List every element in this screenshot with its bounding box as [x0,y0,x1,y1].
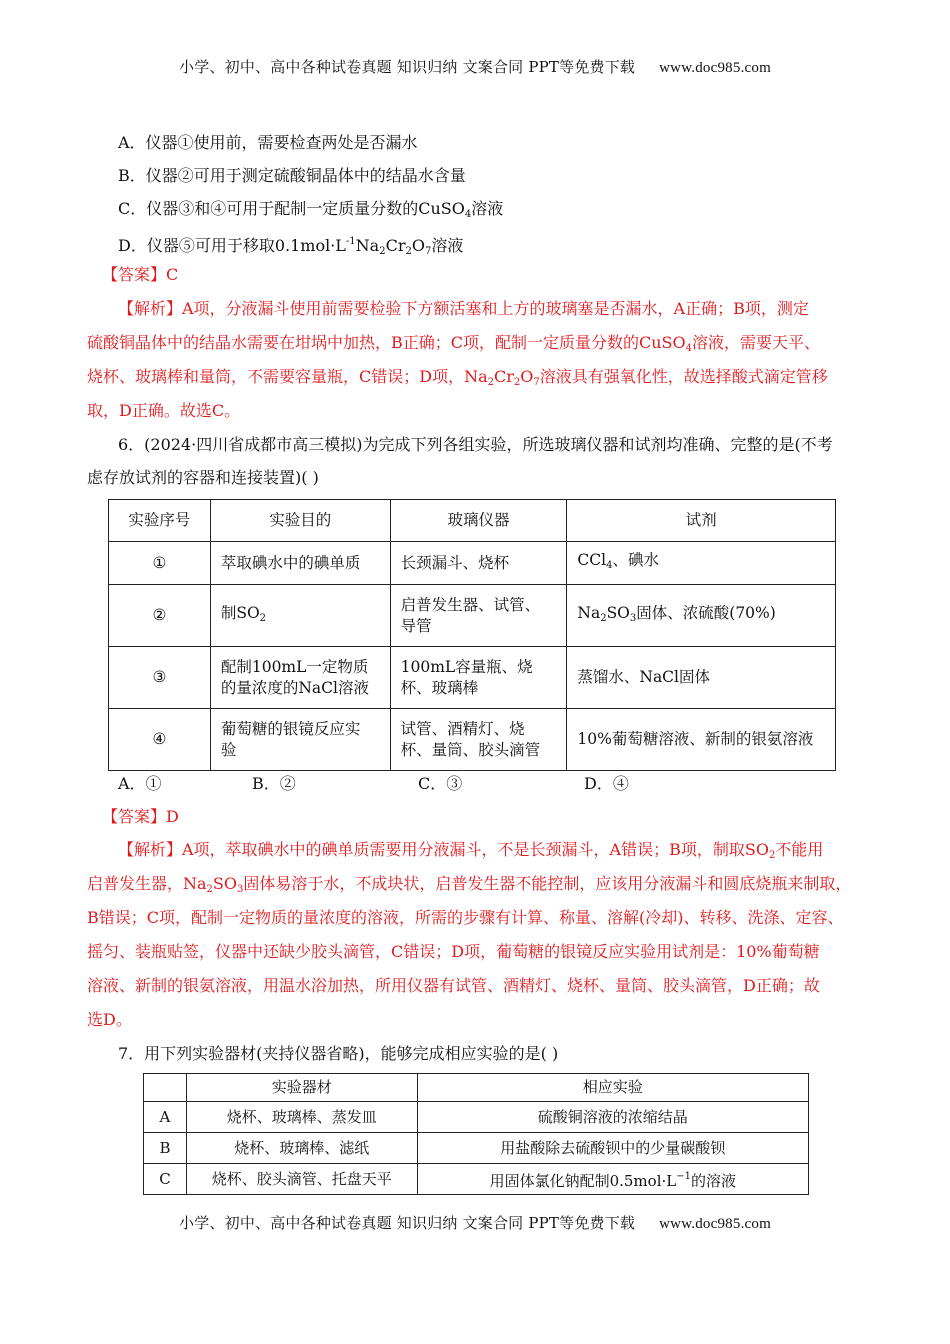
table-cell: 烧杯、玻璃棒、滤纸 [186,1133,417,1164]
table-row [109,500,836,542]
table-cell: 100mL容量瓶、烧 杯、玻璃棒 [390,647,567,709]
q6-explanation-line-5: 溶液、新制的银氨溶液，用温水浴加热，所用仪器有试管、酒精灯、烧杯、量筒、胶头滴管，D正确；故 [87,976,820,995]
table-cell: C [144,1164,187,1195]
table-cell: CCl$_4$、碘水 [567,542,836,585]
table-header-cell: 实验序号 [109,500,211,542]
q7-stem: 7．用下列实验器材(夹持仪器省略)，能够完成相应实验的是( ) [118,1044,559,1063]
table-row [109,542,836,585]
table-cell: 用固体氯化钠配制$0.5mol\cdot L^{-1}$的溶液 [417,1164,808,1195]
table-cell: 制$SO_2$ [210,585,390,647]
q6-option-d: D．④ [584,774,629,793]
table-cell: B [144,1133,187,1164]
table-header-cell: 实验器材 [186,1074,417,1102]
q6-option-a: A．① [118,774,162,793]
table-cell: 长颈漏斗、烧杯 [390,542,567,585]
table-cell: $Na_2SO_3$固体、浓硫酸(70%) [567,585,836,647]
q6-option-b: B．② [252,774,296,793]
q5-explanation-line-1: 【解析】A项，分液漏斗使用前需要检验下方额活塞和上方的玻璃塞是否漏水，A正确；B项，测定 [118,299,809,318]
table-header-cell [144,1074,187,1102]
page-header [0,56,950,77]
table-cell: 硫酸铜溶液的浓缩结晶 [417,1102,808,1133]
header-url[interactable]: www.doc985.com [659,60,771,76]
q5-explanation-line-2: 硫酸铜晶体中的结晶水需要在坩埚中加热，B正确；C项，配制一定质量分数的CuSO$_4$溶液，需要天平、 [87,333,821,354]
table-row [109,647,836,709]
table-row [144,1164,809,1195]
footer-url[interactable]: www.doc985.com [659,1216,771,1232]
table-row [109,585,836,647]
q6-table [108,499,836,771]
table-cell: 试管、酒精灯、烧 杯、量筒、胶头滴管 [390,709,567,771]
table-row [144,1102,809,1133]
table-cell: 用盐酸除去硫酸钡中的少量碳酸钡 [417,1133,808,1164]
table-row [109,709,836,771]
q5-option-b: B．仪器②可用于测定硫酸铜晶体中的结晶水含量 [118,166,466,185]
table-cell: 烧杯、玻璃棒、蒸发皿 [186,1102,417,1133]
q5-option-d: D．仪器⑤可用于移取$0.1mol\cdot L^{-1}Na_2Cr_2O_7$溶液 [118,236,464,257]
table-cell: ① [109,542,211,585]
table-cell: 葡萄糖的银镜反应实 验 [210,709,390,771]
table-cell: 蒸馏水、NaCl固体 [567,647,836,709]
q6-explanation-line-6: 选D。 [87,1010,132,1029]
q6-explanation-line-4: 摇匀、装瓶贴签，仪器中还缺少胶头滴管，C错误；D项，葡萄糖的银镜反应实验用试剂是：10%葡萄糖 [87,942,820,961]
table-cell: 烧杯、胶头滴管、托盘天平 [186,1164,417,1195]
q6-options [0,773,950,795]
q6-explanation-line-3: B错误；C项，配制一定物质的量浓度的溶液，所需的步骤有计算、称量、溶解(冷却)、转移、洗涤、定容、 [87,908,844,927]
q5-answer: 【答案】C [102,265,179,284]
q6-stem-line-2: 虑存放试剂的容器和连接装置)( ) [87,468,319,487]
table-cell: 萃取碘水中的碘单质 [210,542,390,585]
table-cell: ④ [109,709,211,771]
q5-option-c: C．仪器③和④可用于配制一定质量分数的CuSO$_4$溶液 [118,199,504,220]
q5-explanation-line-4: 取，D正确。故选C。 [87,401,241,420]
q5-explanation-line-3: 烧杯、玻璃棒和量筒，不需要容量瓶，C错误；D项，$Na_2Cr_2O_7$溶液具有强氧化性，故选择酸式滴定管移 [87,367,828,388]
q6-stem-line-1: 6．(2024·四川省成都市高三模拟)为完成下列各组实验，所选玻璃仪器和试剂均准确、完整的是(不考 [118,435,833,454]
table-header-cell: 试剂 [567,500,836,542]
table-cell: 启普发生器、试管、 导管 [390,585,567,647]
table-cell: ③ [109,647,211,709]
q6-answer: 【答案】D [102,807,179,826]
table-cell: 配制100mL一定物质 的量浓度的NaCl溶液 [210,647,390,709]
table-cell: ② [109,585,211,647]
q5-option-a: A．仪器①使用前，需要检查两处是否漏水 [118,133,418,152]
table-cell: 10%葡萄糖溶液、新制的银氨溶液 [567,709,836,771]
table-row [144,1133,809,1164]
q6-explanation-line-2: 启普发生器，$Na_2SO_3$固体易溶于水，不成块状，启普发生器不能控制，应该用分液漏斗和圆底烧瓶来制取， [87,874,852,895]
page-footer [0,1212,950,1233]
table-header-cell: 玻璃仪器 [390,500,567,542]
table-header-cell: 相应实验 [417,1074,808,1102]
q6-option-c: C．③ [418,774,463,793]
header-text: 小学、初中、高中各种试卷真题 知识归纳 文案合同 PPT等免费下载 [179,58,636,76]
table-cell: A [144,1102,187,1133]
footer-text: 小学、初中、高中各种试卷真题 知识归纳 文案合同 PPT等免费下载 [179,1214,636,1232]
table-header-cell: 实验目的 [210,500,390,542]
q6-explanation-line-1: 【解析】A项，萃取碘水中的碘单质需要用分液漏斗，不是长颈漏斗，A错误；B项，制取$SO_2$不能用 [118,840,824,861]
q7-table [143,1073,809,1195]
table-row [144,1074,809,1102]
